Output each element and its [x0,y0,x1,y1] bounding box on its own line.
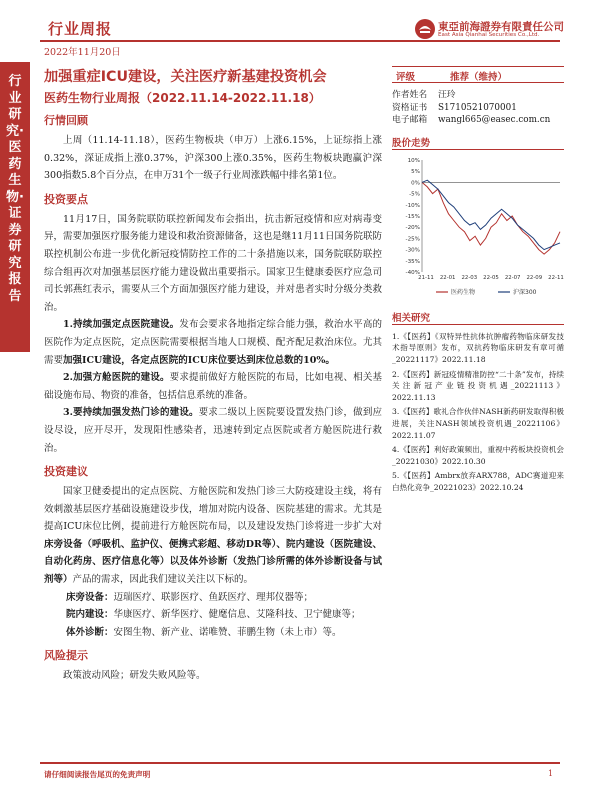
y-tick-label: -25% [405,236,420,243]
y-tick-label: 10% [407,157,420,164]
x-tick-label: 22-09 [526,274,543,281]
sidebar-category-text: 行业研究·医药生物·证券研究报告 [6,74,24,304]
analyst-key: 作者姓名 [392,90,428,100]
series-line-hs300 [422,180,560,249]
report-date: 2022年11月20日 [44,47,121,58]
risk-paragraph: 政策波动风险；研发失败风险等。 [63,670,206,682]
y-tick-label: -35% [405,258,420,265]
research-item[interactable]: 2.《【医药】新冠疫情精准防控“二十条”发布，持续关注新冠产业链投资机遇_20221113》2022.11.13 [392,369,564,402]
main-content [44,112,382,685]
y-tick-label: -10% [405,202,420,209]
recommend-value: 华康医疗、新华医疗、健麾信息、艾隆科技、卫宁健康等； [113,609,361,621]
y-tick-label: -40% [405,269,420,276]
rating-bar [392,66,564,83]
recommend-item [44,589,382,607]
point-1-highlight: 加强ICU建设，各定点医院的ICU床位要达到床位总数的10%。 [63,354,335,366]
legend-label: 沪深300 [513,288,537,296]
point-1-body: 发布会要求各地指定综合能力强，救治水平高的医院作为定点医院，定点医院需要根据当地人口规模、配齐配足救治床位。尤其需要 [44,319,382,366]
section-title-review: 行情回顾 [44,114,88,127]
x-tick-label: 22-05 [483,274,499,281]
y-tick-label: 0% [411,180,420,187]
point-2-heading: 2.加强方舱医院的建设。 [63,372,170,384]
y-tick-label: -20% [405,224,420,231]
advice-paragraph [44,483,382,589]
analyst-info [392,89,564,127]
point-1 [44,316,382,369]
x-tick-label: 21-11 [418,274,434,281]
analyst-value: S1710521070001 [438,102,517,113]
y-tick-label: 5% [411,168,420,175]
point-3-body: 要求二级以上医院要设置发热门诊，做到应设尽设，应开尽开，发现阳性感染者，迅速转到定点医院或者方舱医院进行救治。 [44,407,382,454]
side-info [392,66,564,497]
review-paragraph: 上周（11.14-11.18），医药生物板块（申万）上涨6.15%，上证综指上涨0.32%，深证成指上涨0.37%，沪深300上涨0.35%，医药生物板块跑赢沪深300指数5.8个百分点，在申万31个一级子行业周涨跌幅中排名第1位。 [44,135,382,182]
recommend-value: 安图生物、新产业、诺唯赞、菲鹏生物（未上市）等。 [113,626,342,638]
recommend-item [44,624,382,642]
research-item[interactable]: 5.《【医药】Ambrx放弃ARX788，ADC赛道迎来白热化竞争_20221023》2022.10.24 [392,471,564,492]
logo-chinese-name: 東亞前海證券有限責任公司 [438,21,564,33]
sidebar-band [0,62,30,352]
company-logo-icon [414,18,436,40]
research-item[interactable]: 1.《【医药】《双特异性抗体抗肿瘤药物临床研发技术指导原则》发布，双抗药物临床研发有章可循_20221117》2022.11.18 [392,331,564,364]
x-tick-label: 22-03 [461,274,478,281]
analyst-row [392,102,564,115]
y-tick-label: -15% [405,213,420,220]
rating-value: 推荐（维持） [450,72,508,83]
advice-text-1: 国家卫健委提出的定点医院、方舱医院和发热门诊三大防疫建设主线，将有效刺激基层医疗基础设施建设步伐，增加对院内设备、医院基建的需求。尤其是提高ICU床位比例，提前进行方舱医院布局，以及建设发热门诊将进一步扩大对 [44,486,382,533]
research-item[interactable]: 4.《【医药】利好政策频出，重视中药板块投资机会_20221030》2022.10.30 [392,445,564,466]
point-2 [44,369,382,404]
point-1-heading: 1.持续加强定点医院建设。 [63,319,180,331]
price-chart-svg [392,154,564,302]
report-title: 加强重症ICU建设，关注医疗新基建投资机会 [44,69,327,85]
report-subtitle: 医药生物行业周报（2022.11.14-2022.11.18） [44,91,321,105]
research-item[interactable]: 3.《【医药】歌礼合作伙伴NASH新药研发取得积极进展，关注NASH领域投资机遇_20221106》2022.11.07 [392,407,564,440]
advice-text-2: 产品的需求，因此我们建议关注以下标的。 [72,574,254,586]
section-title-advice: 投资建议 [44,465,88,479]
x-tick-label: 22-01 [439,274,456,281]
page-number: 1 [548,769,554,778]
point-3 [44,404,382,457]
page-header [0,0,600,62]
research-list [392,331,564,494]
logo-english-name: East Asia Qianhai Securities Co.,Ltd. [438,32,540,38]
analyst-email[interactable]: wangl665@easec.com.cn [438,115,551,126]
legend-label: 医药生物 [451,288,476,296]
footer-divider [40,762,560,764]
chart-title: 股价走势 [392,135,564,150]
x-tick-label: 22-07 [504,274,521,281]
report-type-label: 行业周报 [48,20,113,38]
section-title-points: 投资要点 [44,192,88,206]
points-paragraph: 11月17日，国务院联防联控新闻发布会指出，抗击新冠疫情和应对病毒变异，需要加强医疗服务能力建设和救治资源储备，这也是继11月11日国务院联防联控机制公布进一步优化新冠疫情防控工作的二十条措施以来，国务院联防联控综合组再次对加强基层医疗能力建设做出重要指示。国家卫生健康委医疗应急司司长郭燕红表示，需要从三个方面加强医疗能力建设，并对患者实时分级分类救治。 [44,213,382,313]
recommend-key: 床旁设备： [66,591,114,603]
analyst-row [392,114,564,127]
point-3-heading: 3.要持续加强发热门诊的建设。 [63,407,199,419]
section-title-risk: 风险提示 [44,649,88,663]
point-2-body: 要求提前做好方舱医院的布局，比如电视、相关基础设施布局、物资的准备，包括信息系统的准备。 [44,372,382,401]
price-chart [392,154,564,302]
company-logo [414,18,564,42]
recommend-key: 体外诊断： [66,626,114,638]
rating-label: 评级 [396,72,416,83]
research-title: 相关研究 [392,310,564,325]
x-tick-label: 22-11 [548,274,564,281]
y-tick-label: -30% [405,247,420,254]
analyst-row [392,89,564,102]
recommend-value: 迈瑞医疗、联影医疗、鱼跃医疗、理邦仪器等； [113,591,314,603]
footer-disclaimer[interactable]: 请仔细阅读报告尾页的免责声明 [44,770,151,779]
y-tick-label: -5% [409,191,420,198]
advice-bold-text: 床旁设备（呼吸机、监护仪、便携式彩超、移动DR等）、院内建设（医院建设、自动化药房、医疗信息化等）以及体外诊断（发热门诊所需的体外诊断设备与试剂等） [44,538,382,586]
recommend-item [44,606,382,624]
analyst-key: 资格证书 [392,102,428,113]
analyst-key: 电子邮箱 [392,115,428,126]
recommend-key: 院内建设： [66,609,114,621]
analyst-value: 汪玲 [438,90,456,100]
